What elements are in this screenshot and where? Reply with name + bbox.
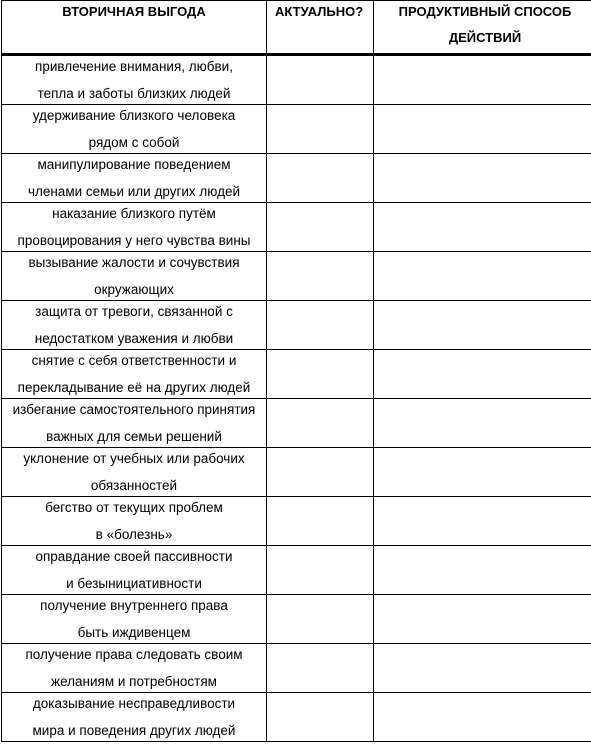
productive-way-cell[interactable] xyxy=(374,595,591,644)
benefit-cell xyxy=(2,55,267,105)
benefit-line-2: тепла и заботы близких людей xyxy=(2,81,266,104)
benefit-line-2: перекладывание её на других людей xyxy=(2,375,266,398)
benefit-line-1: избегание самостоятельного принятия xyxy=(2,399,266,424)
benefit-line-1: оправдание своей пассивности xyxy=(2,546,266,571)
productive-way-cell[interactable] xyxy=(374,154,591,203)
productive-way-cell[interactable] xyxy=(374,105,591,154)
relevant-cell[interactable] xyxy=(267,203,374,252)
table-row xyxy=(2,154,591,203)
productive-way-cell[interactable] xyxy=(374,55,591,105)
secondary-benefit-table xyxy=(1,0,591,742)
relevant-cell[interactable] xyxy=(267,154,374,203)
benefit-line-2: окружающих xyxy=(2,277,266,300)
table-row xyxy=(2,301,591,350)
benefit-line-2: мира и поведения других людей xyxy=(2,718,266,741)
productive-way-cell[interactable] xyxy=(374,301,591,350)
benefit-line-2: желаниям и потребностям xyxy=(2,669,266,692)
benefit-cell xyxy=(2,350,267,399)
table-row xyxy=(2,448,591,497)
relevant-cell[interactable] xyxy=(267,546,374,595)
benefit-cell xyxy=(2,203,267,252)
productive-way-cell[interactable] xyxy=(374,252,591,301)
benefit-cell xyxy=(2,399,267,448)
benefit-cell xyxy=(2,105,267,154)
table-row xyxy=(2,399,591,448)
table-row xyxy=(2,55,591,105)
benefit-line-1: удерживание близкого человека xyxy=(2,105,266,130)
relevant-cell[interactable] xyxy=(267,693,374,742)
benefit-line-1: получение внутреннего права xyxy=(2,595,266,620)
benefit-line-2: быть иждивенцем xyxy=(2,620,266,643)
benefit-line-1: манипулирование поведением xyxy=(2,154,266,179)
productive-way-cell[interactable] xyxy=(374,644,591,693)
header-secondary-benefit: ВТОРИЧНАЯ ВЫГОДА xyxy=(2,1,267,55)
relevant-cell[interactable] xyxy=(267,399,374,448)
productive-way-cell[interactable] xyxy=(374,399,591,448)
benefit-cell xyxy=(2,497,267,546)
table-row xyxy=(2,350,591,399)
relevant-cell[interactable] xyxy=(267,350,374,399)
table-row xyxy=(2,203,591,252)
table-row xyxy=(2,644,591,693)
relevant-cell[interactable] xyxy=(267,497,374,546)
productive-way-cell[interactable] xyxy=(374,350,591,399)
productive-way-cell[interactable] xyxy=(374,448,591,497)
benefit-cell xyxy=(2,448,267,497)
benefit-cell xyxy=(2,154,267,203)
benefit-cell xyxy=(2,546,267,595)
relevant-cell[interactable] xyxy=(267,252,374,301)
benefit-line-2: членами семьи или других людей xyxy=(2,179,266,202)
productive-way-cell[interactable] xyxy=(374,203,591,252)
benefit-line-1: уклонение от учебных или рабочих xyxy=(2,448,266,473)
productive-way-cell[interactable] xyxy=(374,497,591,546)
productive-way-cell[interactable] xyxy=(374,693,591,742)
relevant-cell[interactable] xyxy=(267,448,374,497)
header-relevant: АКТУАЛЬНО? xyxy=(267,1,374,55)
benefit-line-1: получение права следовать своим xyxy=(2,644,266,669)
benefit-line-2: провоцирования у него чувства вины xyxy=(2,228,266,251)
benefit-cell xyxy=(2,301,267,350)
benefit-line-1: привлечение внимания, любви, xyxy=(2,56,266,81)
benefit-line-1: доказывание несправедливости xyxy=(2,693,266,718)
benefit-cell xyxy=(2,252,267,301)
benefit-cell xyxy=(2,693,267,742)
relevant-cell[interactable] xyxy=(267,105,374,154)
table-row xyxy=(2,105,591,154)
table-row xyxy=(2,252,591,301)
benefit-cell xyxy=(2,595,267,644)
benefit-line-1: бегство от текущих проблем xyxy=(2,497,266,522)
benefit-line-2: недостатком уважения и любви xyxy=(2,326,266,349)
relevant-cell[interactable] xyxy=(267,55,374,105)
benefit-line-1: снятие с себя ответственности и xyxy=(2,350,266,375)
benefit-line-2: обязанностей xyxy=(2,473,266,496)
relevant-cell[interactable] xyxy=(267,595,374,644)
benefit-line-2: и безынициативности xyxy=(2,571,266,594)
productive-way-cell[interactable] xyxy=(374,546,591,595)
benefit-line-2: важных для семьи решений xyxy=(2,424,266,447)
benefit-line-1: защита от тревоги, связанной с xyxy=(2,301,266,326)
table-header-row xyxy=(2,1,591,55)
relevant-cell[interactable] xyxy=(267,301,374,350)
benefit-line-1: наказание близкого путём xyxy=(2,203,266,228)
benefit-line-2: в «болезнь» xyxy=(2,522,266,545)
table-row xyxy=(2,693,591,742)
benefit-cell xyxy=(2,644,267,693)
relevant-cell[interactable] xyxy=(267,644,374,693)
benefit-line-1: вызывание жалости и сочувствия xyxy=(2,252,266,277)
table-row xyxy=(2,546,591,595)
table-row xyxy=(2,595,591,644)
header-productive-way: ПРОДУКТИВНЫЙ СПОСОБ ДЕЙСТВИЙ xyxy=(374,1,591,55)
benefit-line-2: рядом с собой xyxy=(2,130,266,153)
table-row xyxy=(2,497,591,546)
